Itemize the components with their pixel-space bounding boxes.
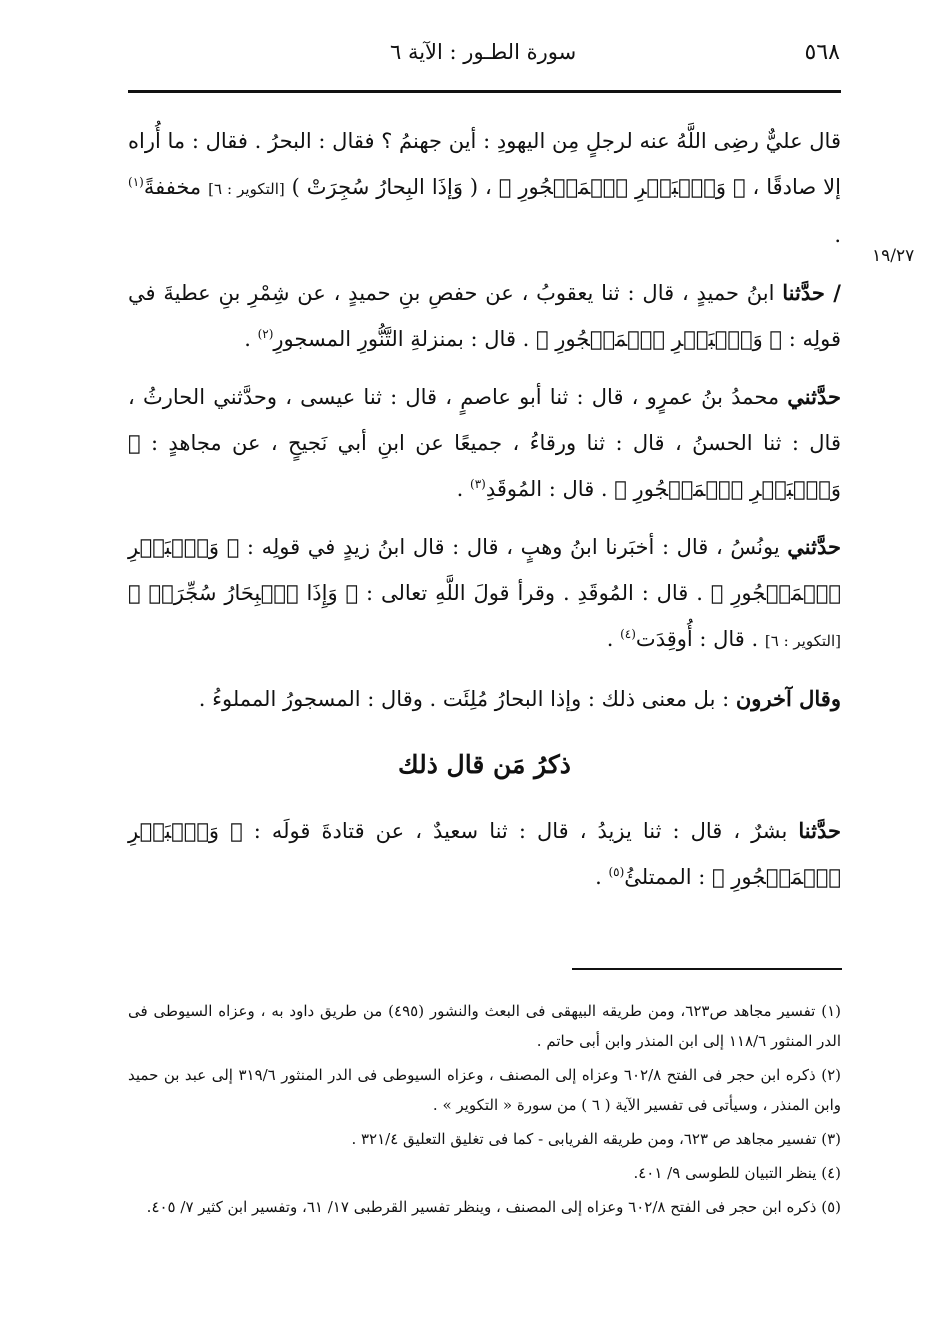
paragraph-text: محمدُ بنُ عمرٍو ، قال : ثنا أبو عاصمٍ ، قال : ثنا عيسى ، وحدَّثني الحارثُ ، قال : ثنا الحسنُ ، قال : ثنا ورقاءُ ، جميعًا عن ابنِ أبي نَجيحٍ ، عن مجاهدٍ : ﴿ وَٱلۡبَحۡرِ ٱلۡمَسۡجُورِ ﴾ . قال : المُوقَدِ [128, 385, 841, 501]
header-rule [128, 90, 841, 93]
surah-title: سورة الطـور : الآية ٦ [390, 40, 577, 64]
paragraph-lead: وقال آخرون [735, 686, 841, 711]
paragraph-lead: حدَّثني [787, 384, 841, 409]
paragraph-3 [128, 374, 841, 512]
quran-reference: [التكوير : ٦] [764, 632, 841, 650]
paragraph-text: قال عليٌّ رضِى اللَّهُ عنه لرجلٍ مِن اليهودِ : أين جهنمُ ؟ فقال : البحرُ . فقال : ما أُراه إلا صادقًا ، ﴿ وَٱلۡبَحۡرِ ٱلۡمَسۡجُورِ ﴾ ، ( وَإذَا البِحارُ سُجِرَتْ ) [128, 129, 841, 199]
footnote-1: (١) تفسير مجاهد ص٦٢٣، ومن طريقه البيهقى فى البعث والنشور (٤٩٥) من طريق داود به ، وعزاه السيوطى فى الدر المنثور ١١٨/٦ إلى ابن المنذر وابن أبى حاتم . [128, 1002, 841, 1050]
paragraph-6 [128, 808, 841, 900]
paragraph-tail: . [456, 477, 471, 501]
paragraph-lead: حدَّثني [787, 534, 841, 559]
paragraph-text: : بل معنى ذلك : وإذا البحارُ مُلِئَت . وقال : المسجورُ المملوءُ . [198, 687, 736, 711]
paragraph-5 [128, 676, 841, 722]
paragraph-text: يونُسُ ، قال : أخبَرنا ابنُ وهبٍ ، قال : قال ابنُ زيدٍ في قولِه : ﴿ وَٱلۡبَحۡرِ ٱلۡمَسۡجُورِ ﴾ . قال : المُوقَدِ . وقرأ قولَ اللَّهِ تعالى : ﴿ وَإِذَا ٱلۡبِحَارُ سُجِّرَتۡ ﴾ [128, 535, 841, 605]
paragraph-lead: / حدَّثنا [782, 280, 841, 305]
paragraph-text: بشرٌ ، قال : ثنا يزيدُ ، قال : ثنا سعيدٌ ، عن قتادةَ قولَه : ﴿ وَٱلۡبَحۡرِ ٱلۡمَسۡجُورِ ﴾ : الممتلئُ [128, 819, 841, 889]
footnote-marker[interactable]: (٢) [257, 327, 274, 341]
footnote-marker[interactable]: (١) [128, 175, 144, 189]
paragraph-tail: . [244, 327, 258, 351]
footnote-separator [572, 968, 842, 970]
paragraph-2 [128, 270, 841, 362]
paragraph-lead: حدَّثنا [798, 818, 841, 843]
footnote-4: (٤) ينظر التبيان للطوسى ٩/ ٤٠١. [633, 1164, 841, 1182]
footnote-3: (٣) تفسير مجاهد ص ٦٢٣، ومن طريقه الفريابى - كما فى تغليق التعليق ٣٢١/٤ . [351, 1130, 841, 1148]
page-number: ٥٦٨ [804, 39, 840, 65]
footnote-marker[interactable]: (٤) [620, 627, 636, 641]
main-text [128, 118, 841, 912]
paragraph-tail: . [595, 865, 609, 889]
footnote-marker[interactable]: (٥) [608, 865, 625, 879]
paragraph-1 [128, 118, 841, 258]
margin-volume-marker: ١٩/٢٧ [872, 246, 915, 266]
page-header [128, 22, 840, 82]
paragraph-4 [128, 524, 841, 664]
footnote-5: (٥) ذكره ابن حجر فى الفتح ٦٠٢/٨ وعزاه إلى المصنف ، وينظر تفسير القرطبى ١٧/ ٦١، وتفسير ابن كثير ٧/ ٤٠٥. [146, 1198, 841, 1216]
section-heading: ذكرُ مَن قال ذلك [398, 750, 571, 779]
footnote-2: (٢) ذكره ابن حجر فى الفتح ٦٠٢/٨ وعزاه إلى المصنف ، وعزاه السيوطى فى الدر المنثور ٣١٩/٦ إلى عبد بن حميد وابن المنذر ، وسيأتى فى تفسير الآية ( ٦ ) من سورة « التكوير » . [128, 1066, 841, 1114]
footnote-marker[interactable]: (٣) [470, 477, 486, 491]
paragraph-text-after: مخففةً [143, 175, 209, 199]
paragraph-tail: . [606, 627, 621, 651]
footnotes [128, 996, 841, 1226]
paragraph-tail: . [834, 223, 841, 247]
paragraph-text: ابنُ حميدٍ ، قال : ثنا يعقوبُ ، عن حفصِ بنِ حميدٍ ، عن شِمْرِ بنِ عطيةَ في قولِه : ﴿ وَٱلۡبَحۡرِ ٱلۡمَسۡجُورِ ﴾ . قال : بمنزلةِ التَّنُّورِ المسجورِ [128, 281, 841, 351]
paragraph-text-after: . قال : أُوقِدَت [635, 627, 765, 651]
quran-reference: [التكوير : ٦] [208, 180, 285, 198]
